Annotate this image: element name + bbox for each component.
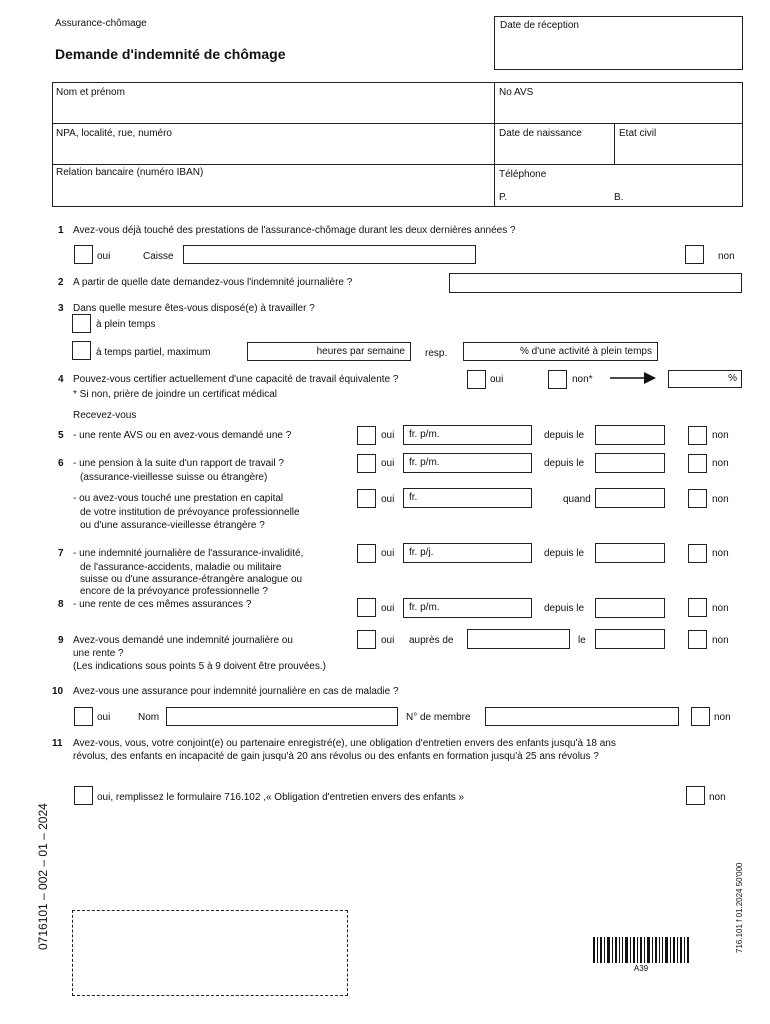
q2-text: A partir de quelle date demandez-vous l'indemnité journalière ? — [73, 277, 353, 288]
non-label: non — [712, 635, 729, 646]
q4-oui-checkbox[interactable] — [467, 370, 486, 389]
q6-since-input[interactable] — [595, 453, 665, 473]
q1-non-checkbox[interactable] — [685, 245, 704, 264]
q6-capital-line3: ou d'une assurance-vieillesse étrangère ? — [80, 520, 265, 531]
q1-oui-checkbox[interactable] — [74, 245, 93, 264]
q8-text: - une rente de ces mêmes assurances ? — [73, 599, 252, 610]
q6-capital-line1: - ou avez-vous touché une prestation en capital — [73, 493, 284, 504]
q5-non-checkbox[interactable] — [688, 426, 707, 445]
q9-oui-checkbox[interactable] — [357, 630, 376, 649]
address-field[interactable]: NPA, localité, rue, numéro — [56, 128, 172, 139]
partiel-label: à temps partiel, maximum — [96, 347, 211, 358]
phone-label: Téléphone — [499, 169, 547, 180]
oui-label: oui — [381, 548, 395, 559]
divider — [494, 82, 495, 207]
q5-since-input[interactable] — [595, 425, 665, 445]
barcode — [593, 937, 689, 963]
q8-amount-input[interactable]: fr. p/m. — [403, 598, 532, 618]
depuis-label: depuis le — [544, 458, 585, 469]
q5-oui-checkbox[interactable] — [357, 426, 376, 445]
divider — [52, 123, 743, 124]
question-number: 10 — [52, 686, 64, 697]
q6-line2: (assurance-vieillesse suisse ou étrangère) — [80, 472, 268, 483]
q6-capital-line2: de votre institution de prévoyance professionnelle — [80, 507, 300, 518]
recevez-label: Recevez-vous — [73, 410, 137, 421]
q11-non-checkbox[interactable] — [686, 786, 705, 805]
q5-amount-input[interactable]: fr. p/m. — [403, 425, 532, 445]
question-number: 2 — [58, 277, 64, 288]
q3-partiel-checkbox[interactable] — [72, 341, 91, 360]
page-title: Demande d'indemnité de chômage — [55, 46, 286, 62]
civil-status-field[interactable]: Etat civil — [619, 128, 657, 139]
q3-hours-input[interactable]: heures par semaine — [247, 342, 411, 361]
q1-text: Avez-vous déjà touché des prestations de l'assurance-chômage durant les deux dernières années ? — [73, 225, 516, 236]
caisse-label: Caisse — [143, 251, 174, 262]
oui-label: oui — [381, 603, 395, 614]
q11-line2: révolus, des enfants en incapacité de gain jusqu'à 20 ans révolus ou des enfants en formation jusqu'à 25 ans révolus ? — [73, 751, 599, 762]
q7-line3: suisse ou d'une assurance-étrangère analogue ou — [80, 574, 303, 585]
non-label: non — [709, 792, 726, 803]
reception-date-box — [494, 16, 743, 70]
plein-temps-label: à plein temps — [96, 319, 156, 330]
iban-field[interactable]: Relation bancaire (numéro IBAN) — [56, 167, 204, 178]
identity-table — [52, 82, 743, 207]
q9-line2: une rente ? — [73, 648, 124, 659]
q7-amount-input[interactable]: fr. p/j. — [403, 543, 532, 563]
q9-line3: (Les indications sous points 5 à 9 doivent être prouvées.) — [73, 661, 326, 672]
barcode-label: A39 — [628, 963, 654, 974]
q3-text: Dans quelle mesure êtes-vous disposé(e) à travailler ? — [73, 303, 315, 314]
non-label: non — [714, 712, 731, 723]
q4-note: * Si non, prière de joindre un certificat médical — [73, 389, 277, 400]
q9-aupres-input[interactable] — [467, 629, 570, 649]
q6-line1: - une pension à la suite d'un rapport de travail ? — [73, 458, 284, 469]
non-label: non — [712, 494, 729, 505]
question-number: 11 — [52, 738, 63, 749]
question-number: 5 — [58, 430, 64, 441]
q6-capital-amount-input[interactable]: fr. — [403, 488, 532, 508]
q1-caisse-input[interactable] — [183, 245, 476, 264]
non-label: non — [712, 430, 729, 441]
q8-oui-checkbox[interactable] — [357, 598, 376, 617]
oui-label: oui — [381, 635, 395, 646]
arrow-right-icon — [610, 371, 658, 385]
non-label: non — [718, 251, 735, 262]
q10-name-input[interactable] — [166, 707, 398, 726]
q7-since-input[interactable] — [595, 543, 665, 563]
q6-capital-when-input[interactable] — [595, 488, 665, 508]
question-number: 3 — [58, 303, 64, 314]
oui-label: oui — [381, 430, 395, 441]
q6-capital-non-checkbox[interactable] — [688, 489, 707, 508]
q2-date-input[interactable] — [449, 273, 742, 293]
q11-oui-label: oui, remplissez le formulaire 716.102 ,« Obligation d'entretien envers des enfants » — [97, 792, 465, 803]
resp-label: resp. — [425, 348, 448, 359]
q4-text: Pouvez-vous certifier actuellement d'une capacité de travail équivalente ? — [73, 374, 399, 385]
oui-label: oui — [97, 251, 111, 262]
form-code-left: 0716101 – 002 – 01 – 2024 — [36, 803, 50, 950]
q6-amount-input[interactable]: fr. p/m. — [403, 453, 532, 473]
nom-label: Nom — [138, 712, 160, 723]
oui-label: oui — [490, 374, 504, 385]
q10-member-input[interactable] — [485, 707, 679, 726]
question-number: 6 — [58, 458, 64, 469]
question-number: 9 — [58, 635, 64, 646]
q8-non-checkbox[interactable] — [688, 598, 707, 617]
non-label: non — [712, 603, 729, 614]
reception-date-label: Date de réception — [500, 20, 579, 31]
q10-non-checkbox[interactable] — [691, 707, 710, 726]
quand-label: quand — [563, 494, 591, 505]
non-star-label: non* — [572, 374, 593, 385]
q4-non-checkbox[interactable] — [548, 370, 567, 389]
q7-oui-checkbox[interactable] — [357, 544, 376, 563]
oui-label: oui — [381, 494, 395, 505]
q6-oui-checkbox[interactable] — [357, 454, 376, 473]
divider — [614, 123, 615, 164]
q3-plein-checkbox[interactable] — [72, 314, 91, 333]
oui-label: oui — [97, 712, 111, 723]
avs-field[interactable]: No AVS — [499, 87, 534, 98]
q4-percent-input[interactable]: % — [668, 370, 742, 388]
q6-non-checkbox[interactable] — [688, 454, 707, 473]
q7-line1: - une indemnité journalière de l'assurance-invalidité, — [73, 548, 304, 559]
form-code-right: 716.101 f 01.2024 50'000 — [735, 862, 744, 953]
question-number: 1 — [58, 225, 64, 236]
birthdate-field[interactable]: Date de naissance — [499, 128, 582, 139]
non-label: non — [712, 548, 729, 559]
q9-date-input[interactable] — [595, 629, 665, 649]
phone-private-field[interactable]: P. — [499, 192, 508, 203]
oui-label: oui — [381, 458, 395, 469]
q7-line2: de l'assurance-accidents, maladie ou militaire — [80, 562, 282, 573]
question-number: 7 — [58, 548, 64, 559]
q9-non-checkbox[interactable] — [688, 630, 707, 649]
membre-label: N° de membre — [406, 712, 471, 723]
divider — [52, 164, 743, 165]
q11-oui-checkbox[interactable] — [74, 786, 93, 805]
q5-text: - une rente AVS ou en avez-vous demandé une ? — [73, 430, 292, 441]
q6-capital-oui-checkbox[interactable] — [357, 489, 376, 508]
depuis-label: depuis le — [544, 603, 585, 614]
depuis-label: depuis le — [544, 548, 585, 559]
q11-line1: Avez-vous, vous, votre conjoint(e) ou partenaire enregistré(e), une obligation d'entretien envers des enfants jusqu'à 18 ans — [73, 738, 616, 749]
question-number: 4 — [58, 374, 64, 385]
q7-non-checkbox[interactable] — [688, 544, 707, 563]
q10-text: Avez-vous une assurance pour indemnité journalière en cas de maladie ? — [73, 686, 399, 697]
phone-business-field[interactable]: B. — [614, 192, 624, 203]
stamp-area — [72, 910, 348, 996]
q10-oui-checkbox[interactable] — [74, 707, 93, 726]
q9-line1: Avez-vous demandé une indemnité journalière ou — [73, 635, 293, 646]
q7-line4: encore de la prévoyance professionnelle ? — [80, 586, 268, 597]
depuis-label: depuis le — [544, 430, 585, 441]
le-label: le — [578, 635, 586, 646]
question-number: 8 — [58, 599, 64, 610]
name-field[interactable]: Nom et prénom — [56, 87, 125, 98]
q3-percent-input[interactable]: % d'une activité à plein temps — [463, 342, 658, 361]
form-category: Assurance-chômage — [55, 18, 147, 29]
non-label: non — [712, 458, 729, 469]
aupres-label: auprès de — [409, 635, 454, 646]
q8-since-input[interactable] — [595, 598, 665, 618]
